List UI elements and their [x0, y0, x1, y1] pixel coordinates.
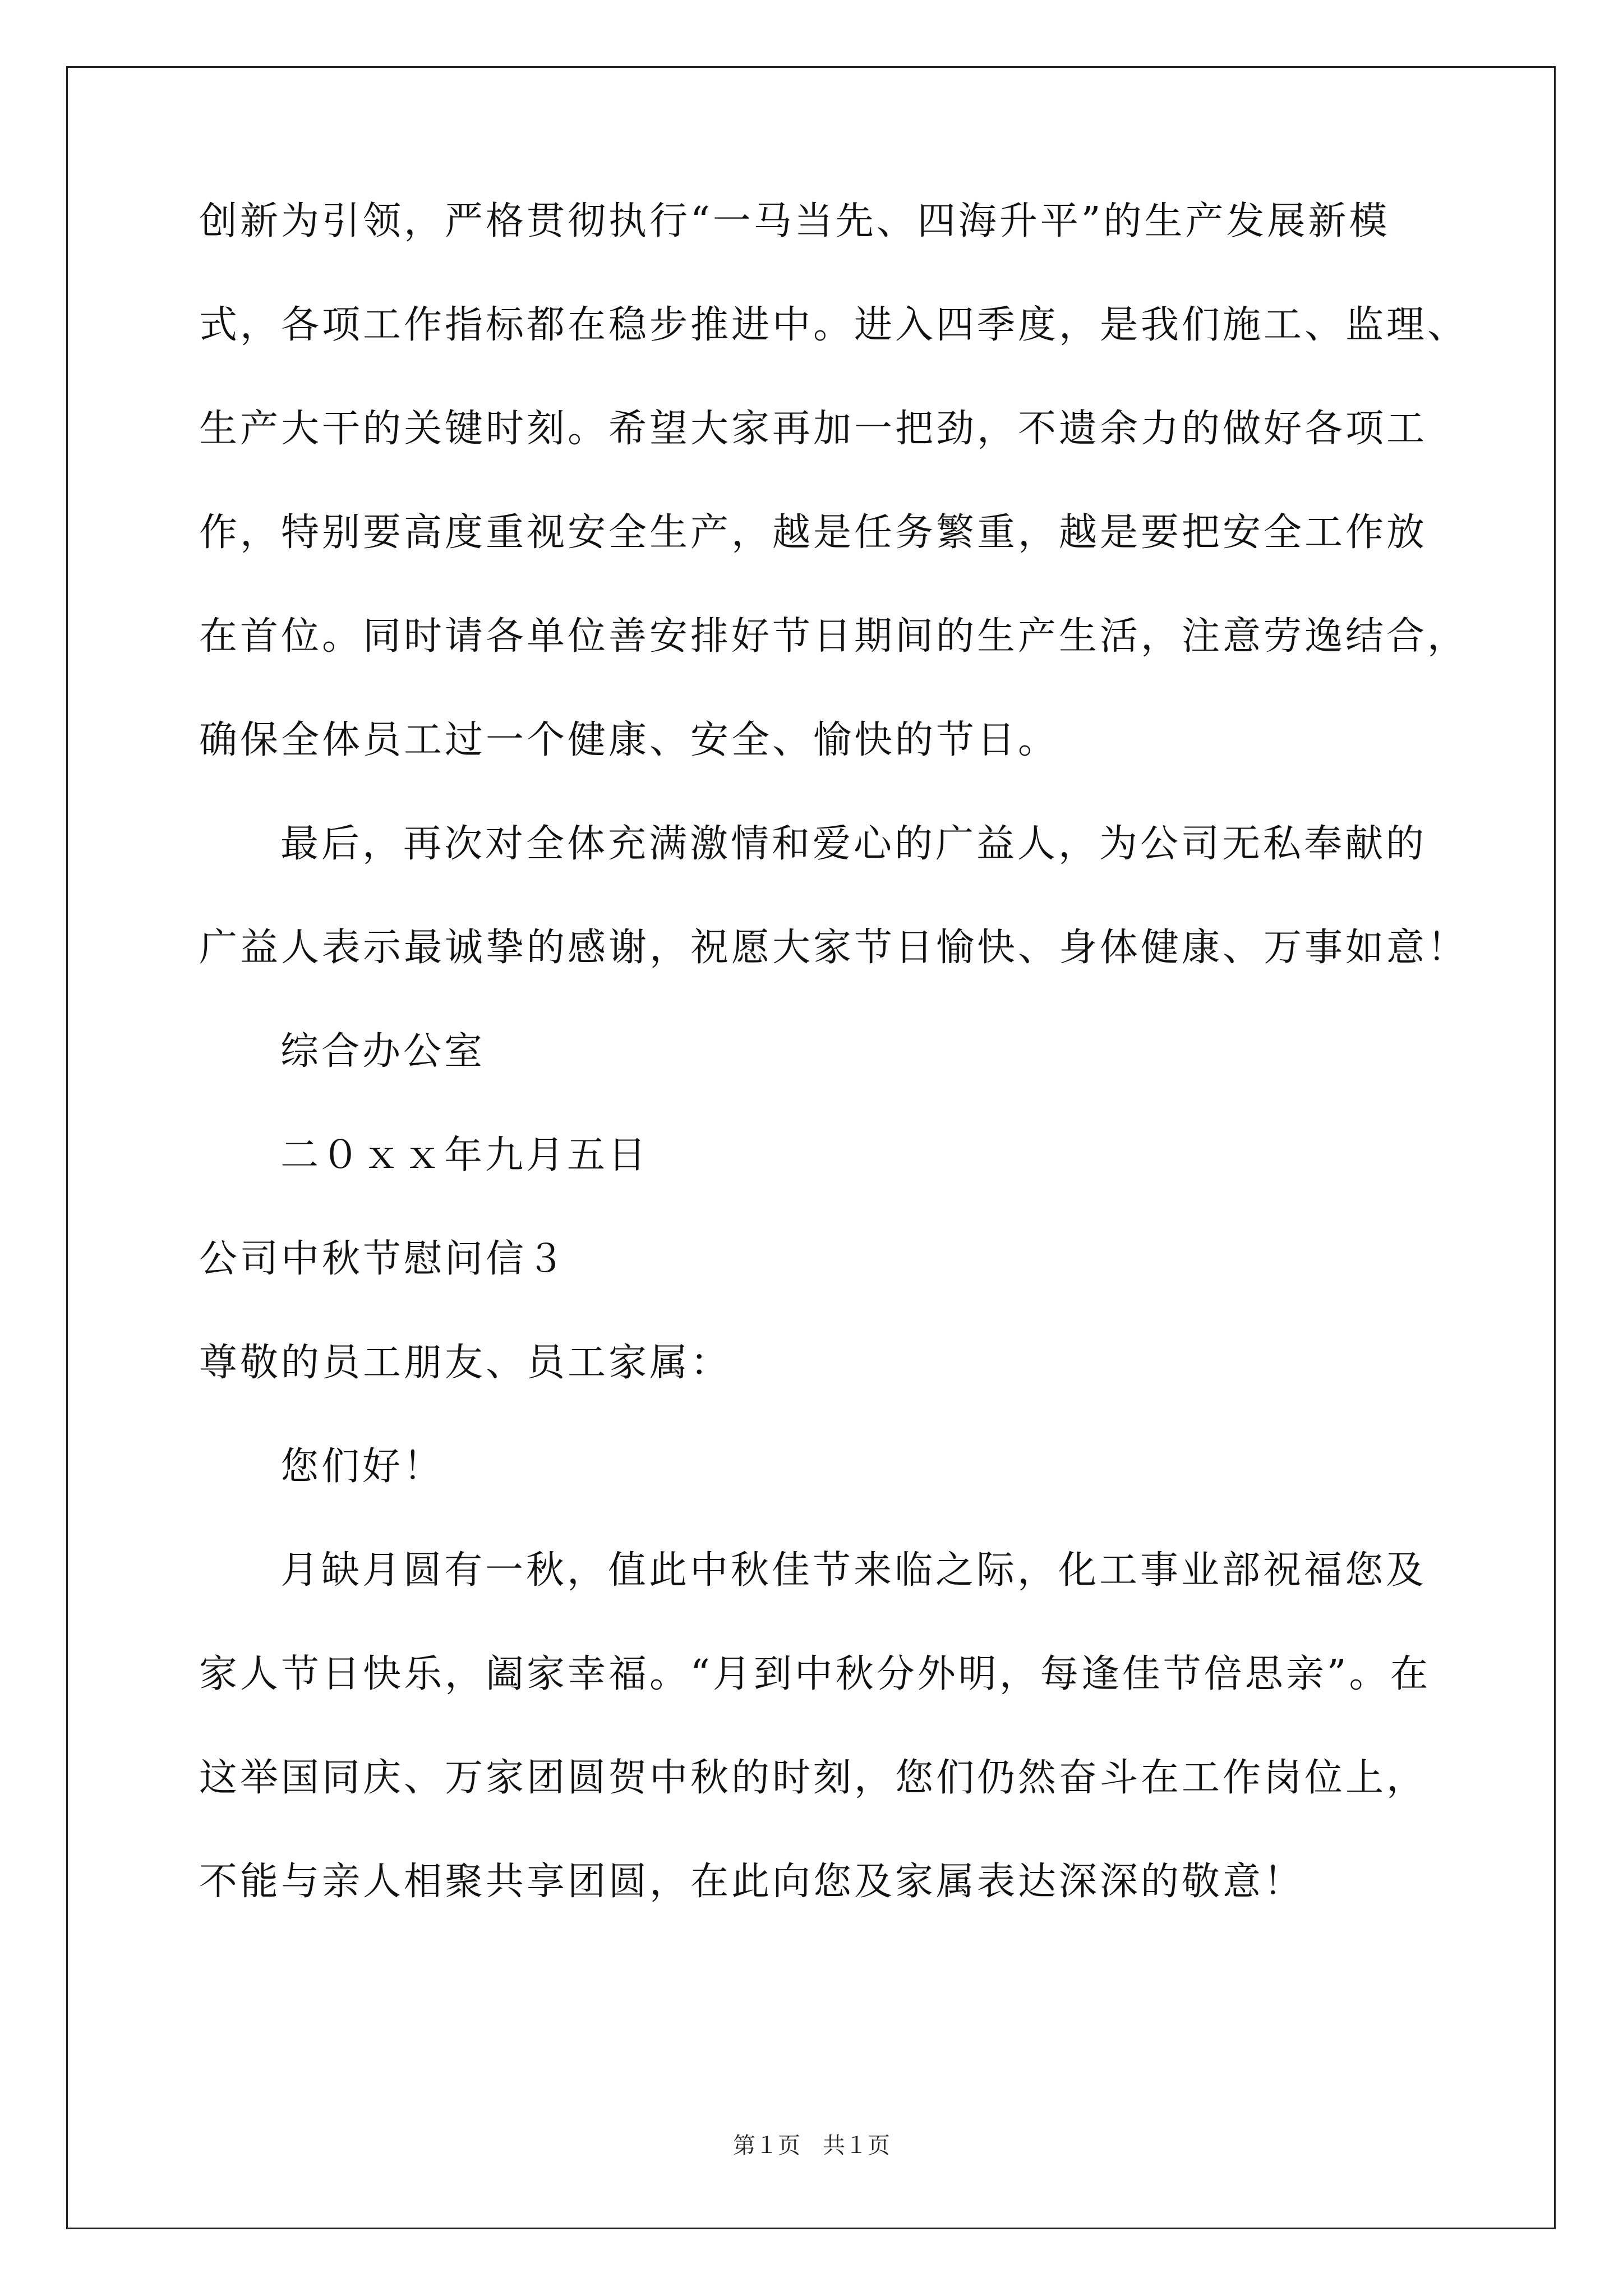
- text-line: 不能与亲人相聚共享团圆，在此向您及家属表达深深的敬意！: [199, 1860, 1305, 1904]
- greeting: 您们好！: [280, 1444, 445, 1489]
- text-line: 式，各项工作指标都在稳步推进中。进入四季度，是我们施工、监理、: [199, 303, 1469, 347]
- text-line: 家人节日快乐，阖家幸福。“月到中秋分外明，每逢佳节倍思亲”。在: [199, 1652, 1431, 1696]
- text-line: 这举国同庆、万家团圆贺中秋的时刻，您们仍然奋斗在工作岗位上，: [199, 1756, 1428, 1800]
- page-footer: 第１页 共１页: [733, 2133, 890, 2159]
- text-line: 创新为引领，严格贯彻执行“一马当先、四海升平”的生产发展新模: [199, 199, 1390, 243]
- text-line: 广益人表示最诚挚的感谢，祝愿大家节日愉快、身体健康、万事如意！: [199, 926, 1469, 970]
- text-line: 月缺月圆有一秋，值此中秋佳节来临之际，化工事业部祝福您及: [280, 1548, 1427, 1593]
- section-title: 公司中秋节慰问信３: [199, 1237, 568, 1281]
- text-line: 确保全体员工过一个健康、安全、愉快的节日。: [199, 718, 1059, 762]
- salutation: 尊敬的员工朋友、员工家属：: [199, 1341, 732, 1385]
- signature-date: 二０ｘｘ年九月五日: [280, 1133, 649, 1177]
- text-line: 作，特别要高度重视安全生产，越是任务繁重，越是要把安全工作放: [199, 510, 1428, 555]
- signature-department: 综合办公室: [280, 1029, 486, 1074]
- text-line: 生产大干的关键时刻。希望大家再加一把劲，不遗余力的做好各项工: [199, 407, 1428, 451]
- text-line: 在首位。同时请各单位善安排好节日期间的生产生活，注意劳逸结合，: [199, 614, 1469, 659]
- text-line: 最后，再次对全体充满激情和爱心的广益人，为公司无私奉献的: [280, 822, 1427, 866]
